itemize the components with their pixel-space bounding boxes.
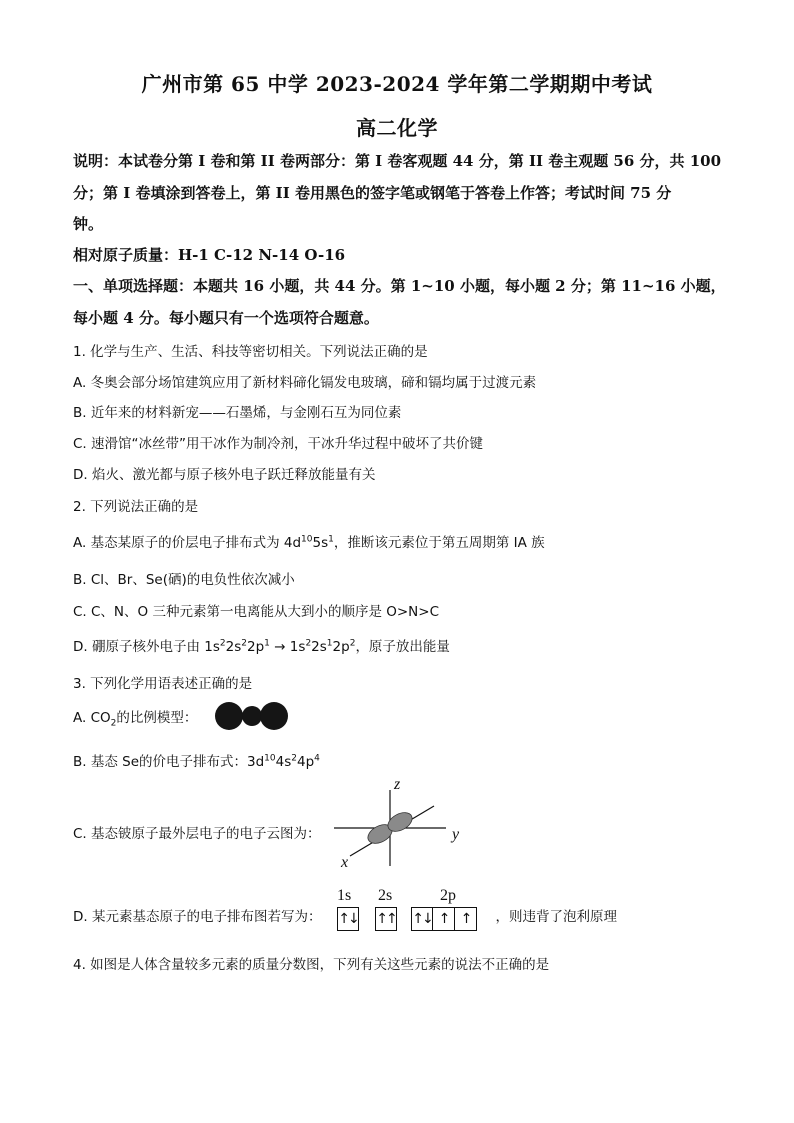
orbital-label-2p: 2p (440, 887, 456, 904)
q3-b-s1: 10 (264, 753, 276, 764)
orbital-box-1s (337, 907, 359, 931)
q2-a-text-mid: 5s (312, 535, 329, 551)
q4-stem: 4. 如图是人体含量较多元素的质量分数图，下列有关这些元素的说法不正确的是 (73, 957, 550, 973)
q2-d-arrow: → 1s (269, 639, 306, 655)
co2-oxygen-atom-left (215, 702, 243, 730)
q3-b-m2: 4p (296, 754, 315, 770)
q2-option-d (73, 635, 450, 655)
axis-label-y: y (452, 826, 460, 843)
orbital-cell: ↑↑ (375, 907, 397, 931)
q1-stem: 1. 化学与生产、生活、科技等密切相关。下列说法正确的是 (73, 344, 428, 360)
q3-a-post: 的比例模型： (116, 710, 198, 726)
atomic-mass-line: 相对原子质量：H-1 C-12 N-14 O-16 (73, 246, 346, 264)
q2-a-text-pre: A. 基态某原子的价层电子排布式为 4d (73, 535, 302, 551)
page-subtitle: 高二化学 (356, 116, 438, 140)
q1-option-b: B. 近年来的材料新宠——石墨烯，与金刚石互为同位素 (73, 405, 402, 421)
orbital-cell: ↑ (455, 907, 477, 931)
orbital-cell: ↑ (433, 907, 455, 931)
q3-b-pre: B. 基态 Se的价电子排布式：3d (73, 754, 265, 770)
q2-option-b: B. Cl、Br、Se(硒)的电负性依次减小 (73, 572, 295, 588)
q3-a-pre: A. CO (73, 710, 111, 726)
q3-option-b (73, 750, 320, 770)
axis-label-z: z (394, 776, 401, 793)
q2-d-pre: D. 硼原子核外电子由 1s (73, 639, 220, 655)
q2-d-c5: 1 (326, 638, 333, 649)
q2-d-b2: 2p (247, 639, 265, 655)
q3-b-s3: 4 (314, 753, 320, 764)
q3-a-sub: 2 (110, 718, 117, 729)
q2-d-post: ，原子放出能量 (355, 639, 450, 655)
q3-b-m1: 4s (275, 754, 292, 770)
page-title: 广州市第 65 中学 2023-2024 学年第二学期期中考试 (141, 72, 653, 96)
q3-d-post: ，则违背了泡利原理 (495, 909, 617, 925)
q2-option-a (73, 531, 545, 551)
q2-d-b1: 2s (225, 639, 242, 655)
co2-carbon-atom (242, 706, 262, 726)
q2-stem: 2. 下列说法正确的是 (73, 499, 199, 515)
instructions-line-3: 钟。 (73, 215, 104, 233)
q2-d-b4: 2p (332, 639, 350, 655)
co2-oxygen-atom-right (260, 702, 288, 730)
orbital-box-2p (411, 907, 477, 931)
q2-a-sup1: 10 (301, 534, 313, 545)
q3-option-a (73, 706, 197, 729)
orbital-cell: ↑↓ (337, 907, 359, 931)
q2-d-c6: 2 (349, 638, 356, 649)
q2-d-c1: 2 (219, 638, 226, 649)
q2-d-c4: 2 (305, 638, 312, 649)
q2-option-c: C. C、N、O 三种元素第一电离能从大到小的顺序是 O>N>C (73, 604, 440, 620)
q1-option-d: D. 焰火、激光都与原子核外电子跃迁释放能量有关 (73, 467, 376, 483)
section-heading-line-2: 每小题 4 分。每小题只有一个选项符合题意。 (73, 309, 379, 327)
q3-option-c: C. 基态铍原子最外层电子的电子云图为： (73, 826, 321, 842)
orbital-label-1s: 1s (337, 887, 352, 904)
instructions-line-1: 说明：本试卷分第 I 卷和第 II 卷两部分：第 I 卷客观题 44 分，第 II 卷主观题 56 分，共 100 (73, 152, 722, 170)
q1-option-a: A. 冬奥会部分场馆建筑应用了新材料碲化镉发电玻璃，碲和镉均属于过渡元素 (73, 375, 537, 391)
axis-label-x: x (341, 854, 349, 871)
q2-a-text-post: ，推断该元素位于第五周期第 IA 族 (333, 535, 545, 551)
q2-a-sup2: 1 (328, 534, 334, 545)
q2-d-b3: 2s (311, 639, 327, 655)
q3-stem: 3. 下列化学用语表述正确的是 (73, 676, 253, 692)
orbital-label-2s: 2s (378, 887, 393, 904)
co2-space-filling-model (212, 701, 292, 731)
orbital-box-2s (375, 907, 397, 931)
instructions-line-2: 分；第 I 卷填涂到答卷上，第 II 卷用黑色的签字笔或钢笔于答卷上作答；考试时间 75 分 (73, 184, 672, 202)
q3-b-s2: 2 (291, 753, 297, 764)
orbital-cell: ↑↓ (411, 907, 433, 931)
q2-d-c2: 2 (241, 638, 247, 649)
q1-option-c: C. 速滑馆“冰丝带”用干冰作为制冷剂，干冰升华过程中破坏了共价键 (73, 436, 483, 452)
q2-d-c3: 1 (264, 638, 270, 649)
section-heading-line-1: 一、单项选择题：本题共 16 小题，共 44 分。第 1~10 小题，每小题 2 分；第 11~16 小题， (73, 277, 726, 295)
q3-d-pre: D. 某元素基态原子的电子排布图若写为： (73, 909, 322, 925)
